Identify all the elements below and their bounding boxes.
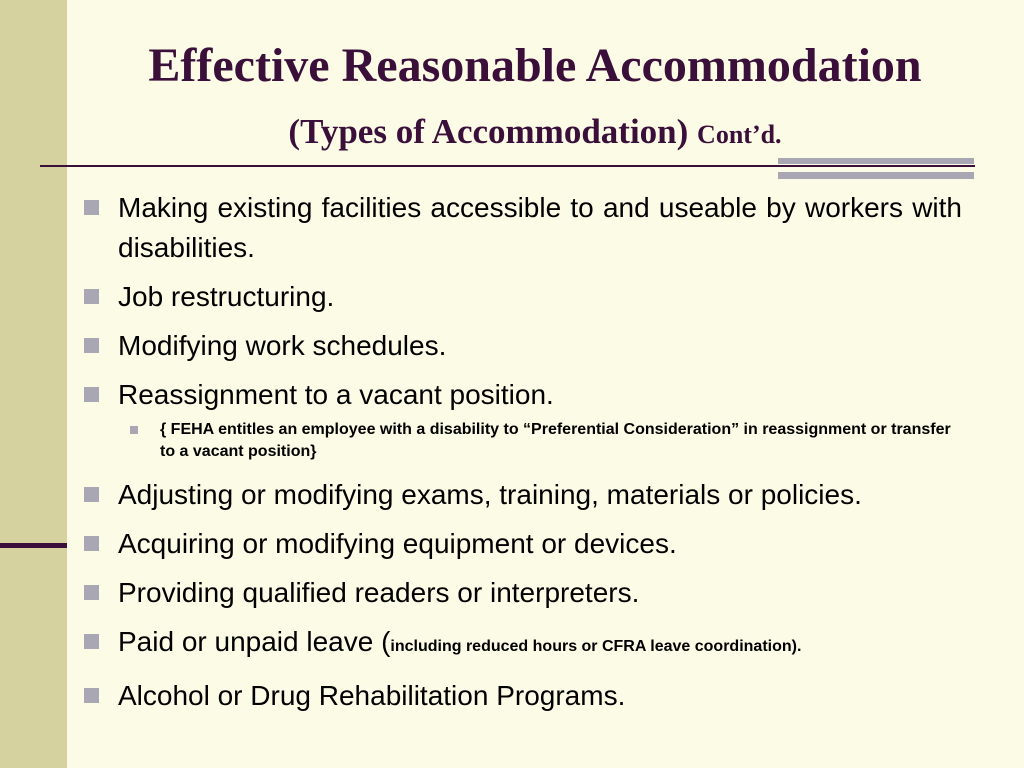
bullet-square-icon xyxy=(84,338,99,353)
bullet-item xyxy=(80,524,962,564)
accent-bar-top xyxy=(778,158,974,164)
bullet-item xyxy=(80,573,962,613)
bullet-square-icon xyxy=(84,289,99,304)
bullet-item xyxy=(80,475,962,515)
bullet-text: Modifying work schedules. xyxy=(118,330,447,361)
subtitle-contd: Cont’d. xyxy=(697,120,782,149)
bullet-item xyxy=(80,277,962,317)
bullet-text: Paid or unpaid leave ( xyxy=(118,626,391,657)
bullet-square-icon xyxy=(84,387,99,402)
accent-bar-bottom xyxy=(778,172,974,179)
bullet-text: Job restructuring. xyxy=(118,281,335,312)
bullet-square-icon xyxy=(84,200,99,215)
slide-subtitle xyxy=(70,110,1000,157)
left-decorative-band xyxy=(0,0,67,768)
bullet-text: Providing qualified readers or interpreters. xyxy=(118,577,640,608)
sub-bullet-item xyxy=(80,419,962,463)
bullet-item xyxy=(80,326,962,366)
subtitle-main: (Types of Accommodation) xyxy=(288,112,689,151)
bullet-square-icon xyxy=(84,585,99,600)
bullet-text: Adjusting or modifying exams, training, materials or policies. xyxy=(118,479,862,510)
bullet-item xyxy=(80,375,962,415)
bullet-square-icon xyxy=(84,536,99,551)
bullet-text: Acquiring or modifying equipment or devices. xyxy=(118,528,677,559)
bullet-text-small: including reduced hours or CFRA leave coordination). xyxy=(390,638,802,655)
bullet-list xyxy=(80,188,962,725)
bullet-square-icon xyxy=(84,487,99,502)
bullet-text: Reassignment to a vacant position. xyxy=(118,379,554,410)
bullet-item xyxy=(80,622,962,667)
sub-bullet-text: { FEHA entitles an employee with a disability to “Preferential Consideration” in reassignment or transfer to a vacant position} xyxy=(160,421,951,460)
bullet-item xyxy=(80,676,962,716)
left-band-accent-line xyxy=(0,543,67,548)
sub-bullet-square-icon xyxy=(130,426,138,434)
bullet-text: Making existing facilities accessible to and useable by workers with disabilities. xyxy=(118,192,962,263)
bullet-text: Alcohol or Drug Rehabilitation Programs. xyxy=(118,680,626,711)
slide-title: Effective Reasonable Accommodation xyxy=(148,39,922,92)
bullet-square-icon xyxy=(84,688,99,703)
title-divider-line xyxy=(40,165,975,167)
bullet-item xyxy=(80,188,962,268)
bullet-square-icon xyxy=(84,634,99,649)
